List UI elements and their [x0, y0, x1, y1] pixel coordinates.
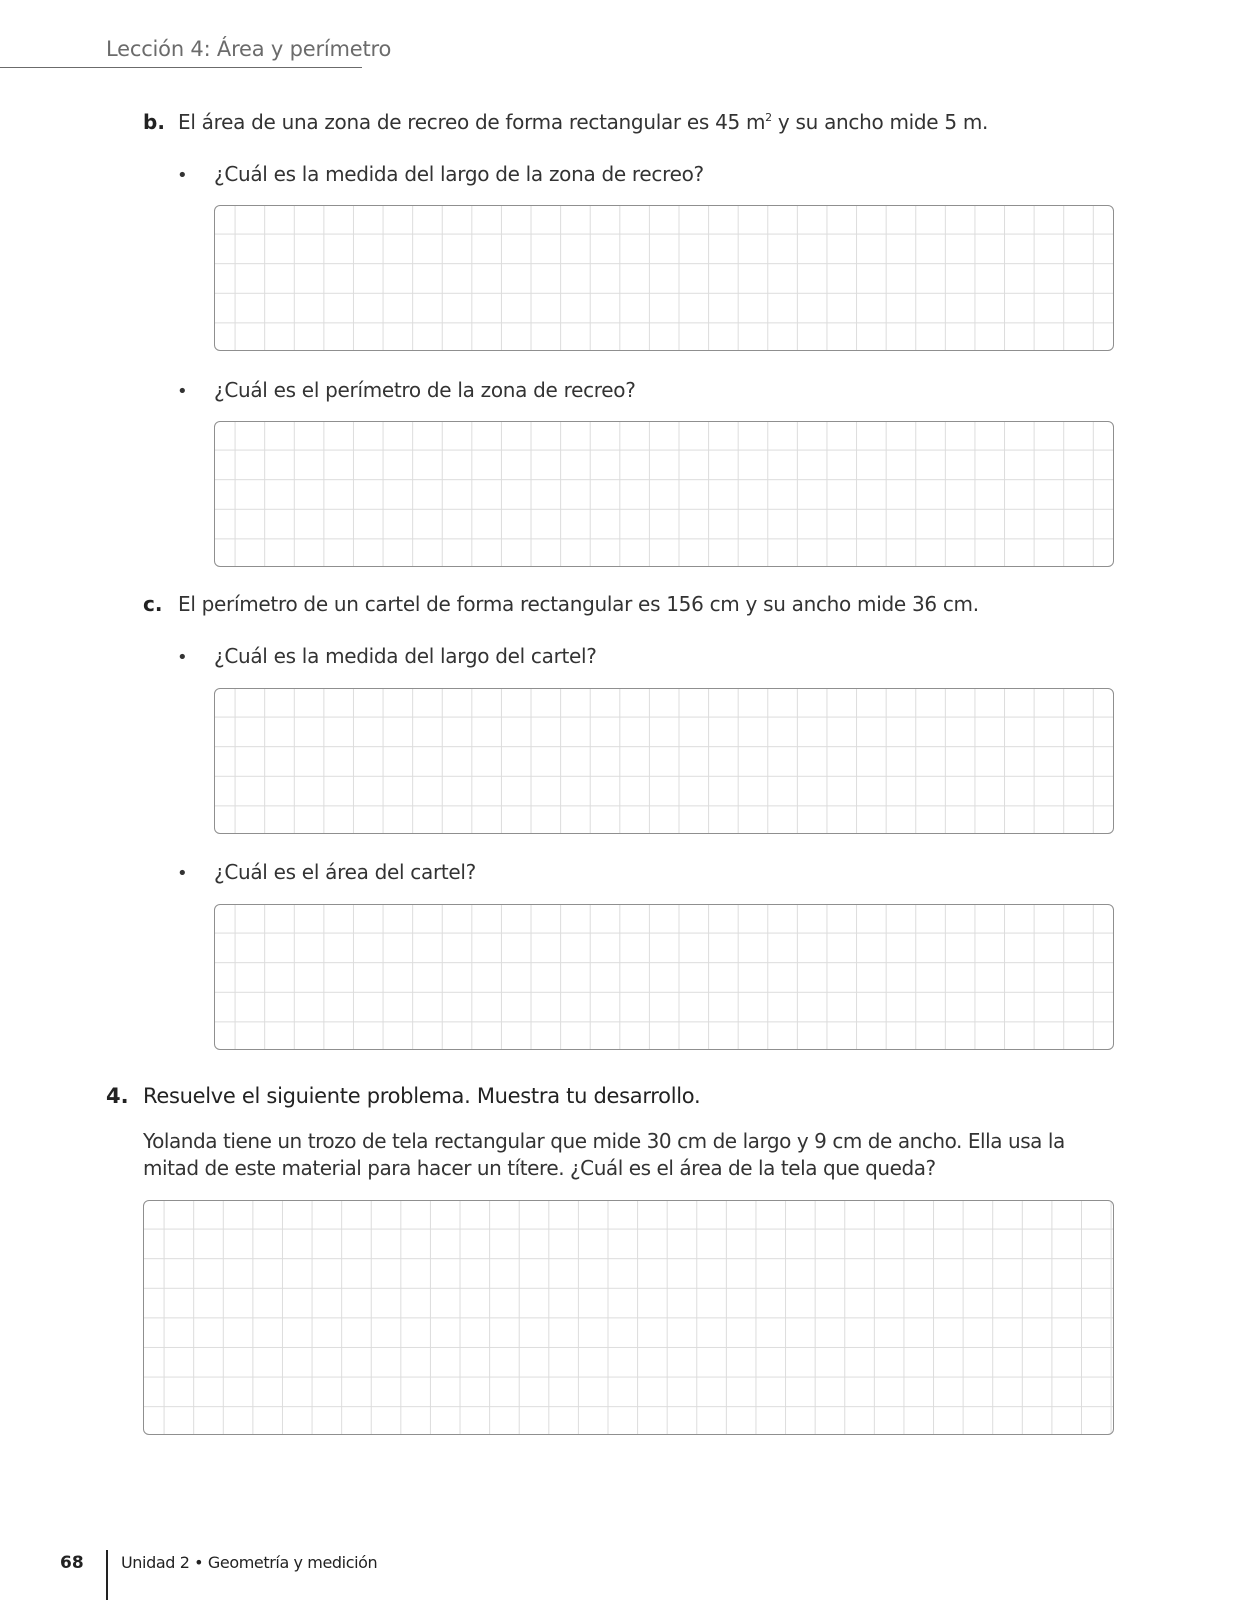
problem-text: Yolanda tiene un trozo de tela rectangular que mide 30 cm de largo y 9 cm de ancho. Ella usa la mitad de este material para hacer un títere. ¿Cuál es el área de la tela que queda?	[143, 1129, 1065, 1180]
item-b-statement	[178, 110, 988, 134]
item-c-question-1: ¿Cuál es la medida del largo del cartel?	[214, 644, 597, 668]
problem-number: 4.	[106, 1084, 129, 1108]
item-b-question-1: ¿Cuál es la medida del largo de la zona de recreo?	[214, 162, 704, 186]
header-underline	[0, 67, 362, 68]
item-b-statement-main: El área de una zona de recreo de forma rectangular es 45 m	[178, 110, 766, 134]
answer-grid-c1[interactable]	[214, 688, 1114, 834]
item-b-statement-end: y su ancho mide 5 m.	[771, 110, 989, 134]
item-c-letter: c.	[143, 592, 163, 616]
footer-divider	[106, 1550, 108, 1600]
answer-grid-b2[interactable]	[214, 421, 1114, 567]
bullet: •	[177, 165, 188, 186]
bullet: •	[177, 647, 188, 668]
answer-grid-problem-4[interactable]	[143, 1200, 1114, 1435]
item-c-question-2: ¿Cuál es el área del cartel?	[214, 860, 476, 884]
problem-title: Resuelve el siguiente problema. Muestra tu desarrollo.	[143, 1084, 701, 1108]
page-number: 68	[60, 1553, 84, 1573]
answer-grid-b1[interactable]	[214, 205, 1114, 351]
item-b-letter: b.	[143, 110, 165, 134]
item-b-question-2: ¿Cuál es el perímetro de la zona de recreo?	[214, 378, 636, 402]
lesson-title: Lección 4: Área y perímetro	[106, 37, 392, 61]
bullet: •	[177, 381, 188, 402]
answer-grid-c2[interactable]	[214, 904, 1114, 1050]
item-c-statement: El perímetro de un cartel de forma rectangular es 156 cm y su ancho mide 36 cm.	[178, 592, 979, 616]
footer-unit: Unidad 2 • Geometría y medición	[121, 1553, 378, 1572]
item-b-statement-exponent: 2	[765, 111, 772, 124]
bullet: •	[177, 863, 188, 884]
